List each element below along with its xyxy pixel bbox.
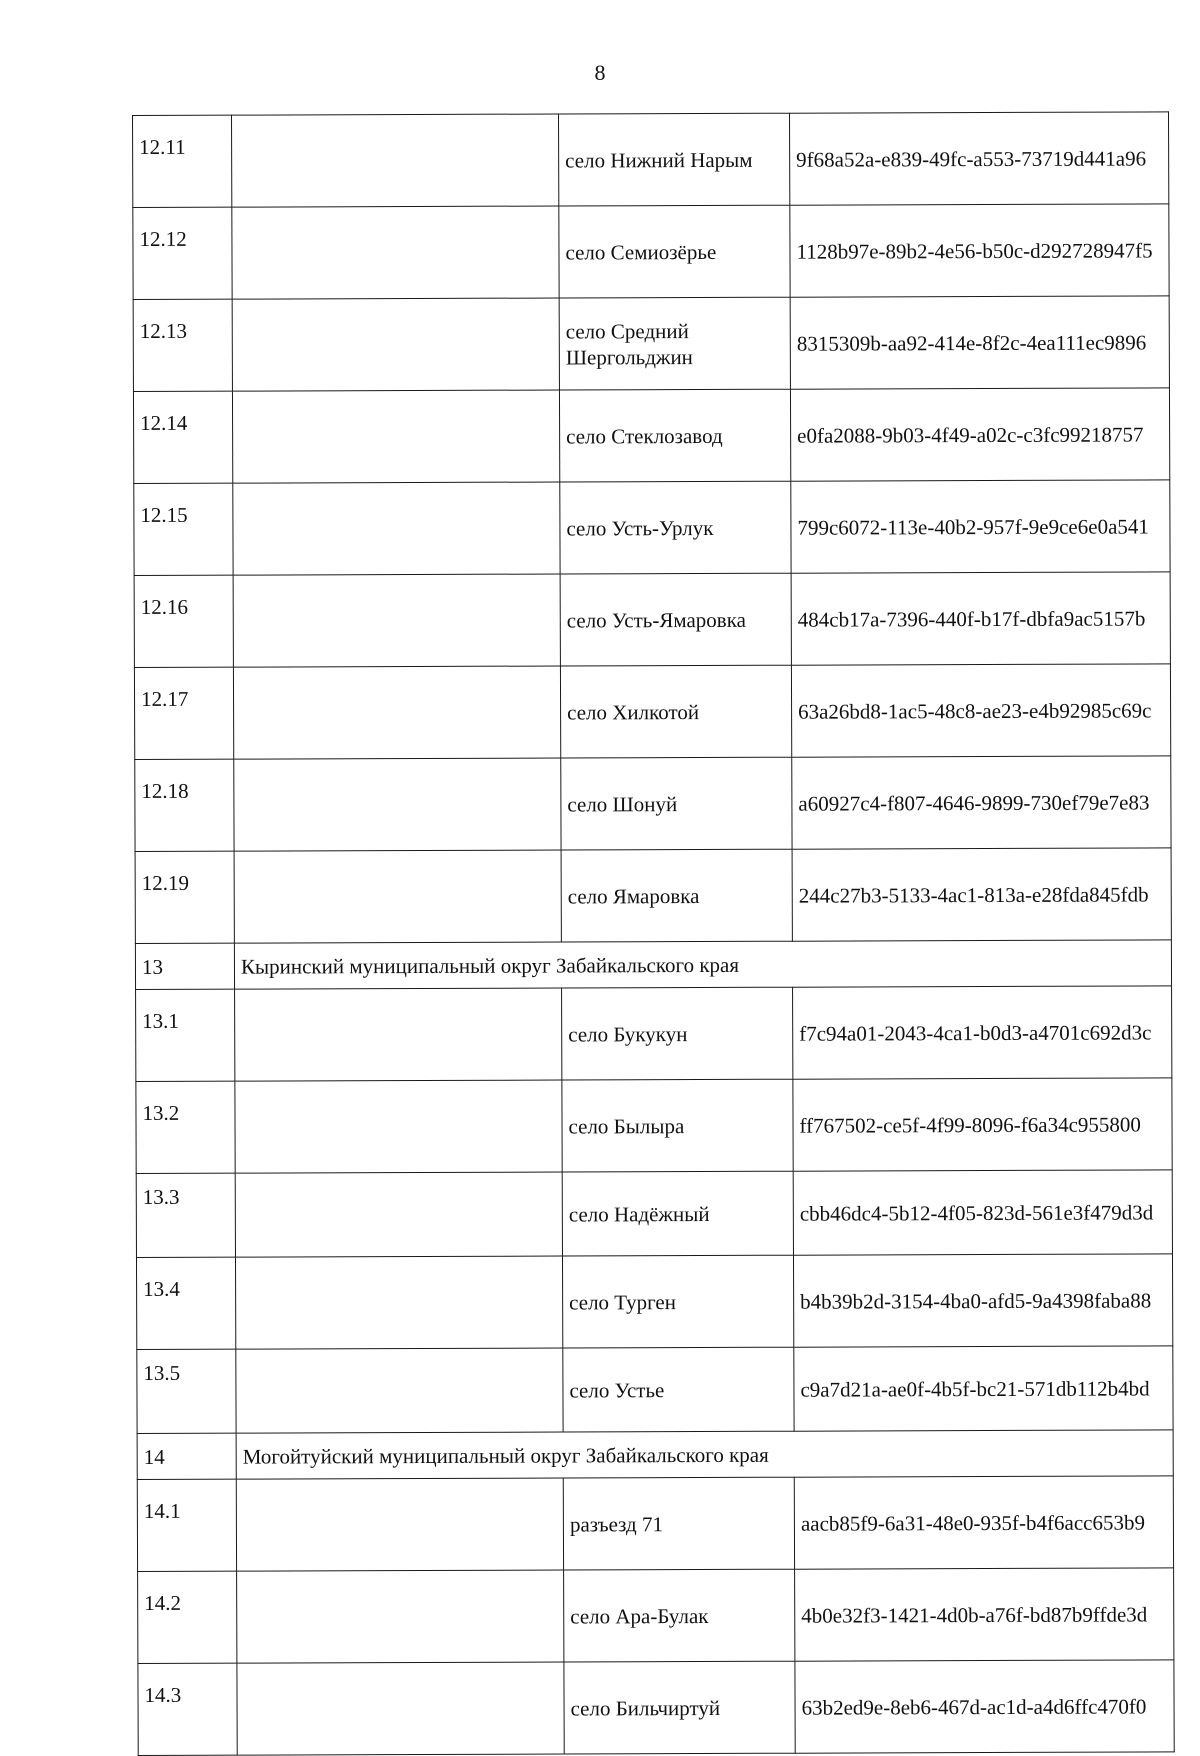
table-row xyxy=(135,756,1171,852)
row-number: 14.3 xyxy=(138,1663,237,1755)
row-number: 13.5 xyxy=(137,1349,236,1433)
settlement-name: село Семиозёрье xyxy=(559,205,790,298)
row-number: 12.14 xyxy=(133,391,232,483)
row-number: 12.11 xyxy=(133,115,232,207)
table-row xyxy=(136,986,1172,1082)
empty-cell xyxy=(237,1662,564,1755)
table-row xyxy=(135,848,1171,944)
table-row xyxy=(133,388,1169,484)
settlement-id: 63b2ed9e-8eb6-467d-ac1d-a4d6ffc470f0 xyxy=(795,1660,1174,1753)
table-body xyxy=(133,112,1175,1756)
table-row xyxy=(134,572,1170,668)
empty-cell xyxy=(232,298,559,391)
settlement-name: село Нижний Нарым xyxy=(558,113,789,206)
settlement-id: ff767502-ce5f-4f99-8096-f6a34c955800 xyxy=(793,1078,1172,1171)
row-number: 12.13 xyxy=(133,299,232,391)
settlement-id: 484cb17a-7396-440f-b17f-dbfa9ac5157b xyxy=(791,572,1170,665)
row-number: 13.4 xyxy=(136,1257,235,1349)
row-number: 13.2 xyxy=(136,1081,235,1173)
row-number: 13.3 xyxy=(136,1173,235,1257)
group-row xyxy=(135,940,1171,990)
row-number: 12.17 xyxy=(134,667,233,759)
settlement-id: 1128b97e-89b2-4e56-b50c-d292728947f5 xyxy=(790,204,1169,297)
row-number: 14.2 xyxy=(138,1571,237,1663)
empty-cell xyxy=(233,574,560,667)
row-number: 14.1 xyxy=(137,1479,236,1571)
row-number: 12.19 xyxy=(135,851,234,943)
empty-cell xyxy=(235,1080,562,1173)
settlement-id: f7c94a01-2043-4ca1-b0d3-a4701c692d3c xyxy=(793,986,1172,1079)
table-row xyxy=(134,480,1170,576)
table-row xyxy=(133,296,1169,392)
empty-cell xyxy=(233,666,560,759)
row-number: 12.15 xyxy=(134,483,233,575)
settlement-name: село Бильчиртуй xyxy=(564,1661,795,1754)
group-row xyxy=(137,1430,1173,1480)
empty-cell xyxy=(236,1478,563,1571)
settlements-table xyxy=(132,111,1175,1756)
empty-cell xyxy=(232,114,559,207)
row-number: 12.18 xyxy=(135,759,234,851)
settlement-id: 63a26bd8-1ac5-48c8-ae23-e4b92985c69c xyxy=(791,664,1170,757)
row-number: 12.12 xyxy=(133,207,232,299)
settlement-id: 244c27b3-5133-4ac1-813a-e28fda845fdb xyxy=(792,848,1171,941)
settlement-name: село Средний Шергольджин xyxy=(559,297,790,390)
page-number: 8 xyxy=(594,60,606,85)
table-row xyxy=(136,1078,1172,1174)
settlement-id: 9f68a52a-e839-49fc-a553-73719d441a96 xyxy=(789,112,1168,205)
table-row xyxy=(134,664,1170,760)
municipal-district-title: Могойтуйский муниципальный округ Забайкальского края xyxy=(236,1430,1173,1479)
settlement-name: разъезд 71 xyxy=(563,1477,794,1570)
table-row xyxy=(137,1346,1173,1434)
settlement-id: 8315309b-aa92-414e-8f2c-4ea111ec9896 xyxy=(790,296,1169,389)
settlement-id: 4b0e32f3-1421-4d0b-a76f-bd87b9ffde3d xyxy=(795,1568,1174,1661)
settlement-name: село Надёжный xyxy=(562,1171,793,1256)
table-row xyxy=(138,1660,1174,1756)
table-row xyxy=(133,112,1169,208)
row-number: 12.16 xyxy=(134,575,233,667)
table-row xyxy=(138,1568,1174,1664)
settlement-name: село Шонуй xyxy=(561,757,792,850)
settlement-name: село Устье xyxy=(563,1347,794,1432)
settlement-id: e0fa2088-9b03-4f49-a02c-c3fc99218757 xyxy=(790,388,1169,481)
settlement-id: c9a7d21a-ae0f-4b5f-bc21-571db112b4bd xyxy=(794,1346,1173,1431)
settlement-id: cbb46dc4-5b12-4f05-823d-561e3f479d3d xyxy=(793,1170,1172,1255)
municipal-district-title: Кыринский муниципальный округ Забайкальского края xyxy=(234,940,1171,989)
settlement-name: село Ара-Булак xyxy=(564,1569,795,1662)
empty-cell xyxy=(232,206,559,299)
empty-cell xyxy=(236,1348,563,1433)
empty-cell xyxy=(232,390,559,483)
settlement-name: село Стеклозавод xyxy=(559,389,790,482)
settlement-id: b4b39b2d-3154-4ba0-afd5-9a4398faba88 xyxy=(793,1254,1172,1347)
empty-cell xyxy=(235,988,562,1081)
settlement-name: село Хилкотой xyxy=(560,665,791,758)
settlement-name: село Ямаровка xyxy=(561,849,792,942)
settlement-name: село Усть-Урлук xyxy=(560,481,791,574)
empty-cell xyxy=(234,850,561,943)
settlement-id: aacb85f9-6a31-48e0-935f-b4f6acc653b9 xyxy=(794,1476,1173,1569)
empty-cell xyxy=(235,1256,562,1349)
settlement-name: село Усть-Ямаровка xyxy=(560,573,791,666)
empty-cell xyxy=(237,1570,564,1663)
table-row xyxy=(137,1476,1173,1572)
settlement-id: 799c6072-113e-40b2-957f-9e9ce6e0a541 xyxy=(791,480,1170,573)
empty-cell xyxy=(234,758,561,851)
settlement-id: a60927c4-f807-4646-9899-730ef79e7e83 xyxy=(792,756,1171,849)
settlement-name: село Былыра xyxy=(562,1079,793,1172)
settlement-name: село Турген xyxy=(562,1255,793,1348)
settlement-name: село Букукун xyxy=(562,987,793,1080)
row-number: 14 xyxy=(137,1433,236,1479)
row-number: 13 xyxy=(135,943,234,989)
table-row xyxy=(136,1170,1172,1258)
empty-cell xyxy=(233,482,560,575)
table-row xyxy=(133,204,1169,300)
table-row xyxy=(136,1254,1172,1350)
row-number: 13.1 xyxy=(136,989,235,1081)
empty-cell xyxy=(235,1172,562,1257)
